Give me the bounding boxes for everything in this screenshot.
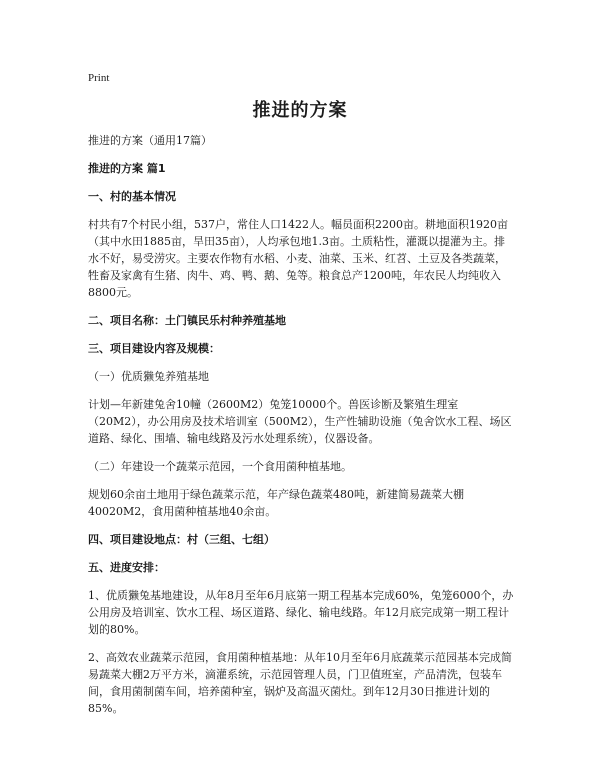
part-heading: 推进的方案 篇1: [88, 162, 166, 175]
item-heading-vegetable-garden: （二）年建设一个蔬菜示范园，一个食用菌种植基地。: [88, 460, 352, 473]
paragraph-vegetable-garden: 规划60余亩土地用于绿色蔬菜示范，年产绿色蔬菜480吨，新建简易蔬菜大棚40020M2，食用菌种植基地40余亩。: [88, 488, 464, 518]
section-heading-schedule: 五、进度安排：: [88, 561, 165, 574]
document-body: [88, 132, 514, 728]
section-heading-basic-info: 一、村的基本情况: [88, 190, 176, 203]
paragraph-schedule-1: 1、优质獭兔基地建设，从年8月至年6月底第一期工程基本完成60%，兔笼6000个，办公用房及培训室、饮水工程、场区道路、绿化、输电线路。年12月底完成第一期工程计划的80%。: [88, 589, 514, 636]
document-subtitle: 推进的方案（通用17篇）: [88, 134, 212, 147]
section-heading-construction-scope: 三、项目建设内容及规模：: [88, 342, 220, 355]
print-label: Print: [88, 72, 110, 84]
page-title: 推进的方案: [252, 100, 348, 121]
paragraph-basic-info: 村共有7个村民小组，537户，常住人口1422人。幅员面积2200亩。耕地面积1920亩（其中水田1885亩，旱田35亩），人均承包地1.3亩。土质粘性，灌溉以提灌为主。排水不好，易受涝灾。主要农作物有水稻、小麦、油菜、玉米、红苕、土豆及各类蔬菜，牲畜及家禽有生猪、肉牛、鸡、鸭、鹅、兔等。粮食总产1200吨，年农民人均纯收入8800元。: [88, 218, 508, 299]
section-heading-location: 四、项目建设地点：村（三组、七组）: [88, 533, 275, 546]
item-heading-rabbit-base: （一）优质獭兔养殖基地: [88, 370, 209, 383]
section-heading-project-name: 二、项目名称：土门镇民乐村种养殖基地: [88, 314, 286, 327]
paragraph-schedule-2: 2、高效农业蔬菜示范园，食用菌种植基地：从年10月至年6月底蔬菜示范园基本完成简易蔬菜大棚2万平方米，滴灌系统，示范园管理人员，门卫值班室，产品清洗，包装车间，食用菌制菌车间，培养菌种室，锅炉及高温灭菌灶。到年12月30日推进计划的85%。: [88, 651, 512, 715]
paragraph-rabbit-base: 计划—年新建兔舍10幢（2600M2）兔笼10000个。兽医诊断及繁殖生理室（20M2），办公用房及技术培训室（500M2），生产性辅助设施（兔舍饮水工程、场区道路、绿化、围墙、输电线路及污水处理系统），仪器设备。: [88, 398, 512, 445]
